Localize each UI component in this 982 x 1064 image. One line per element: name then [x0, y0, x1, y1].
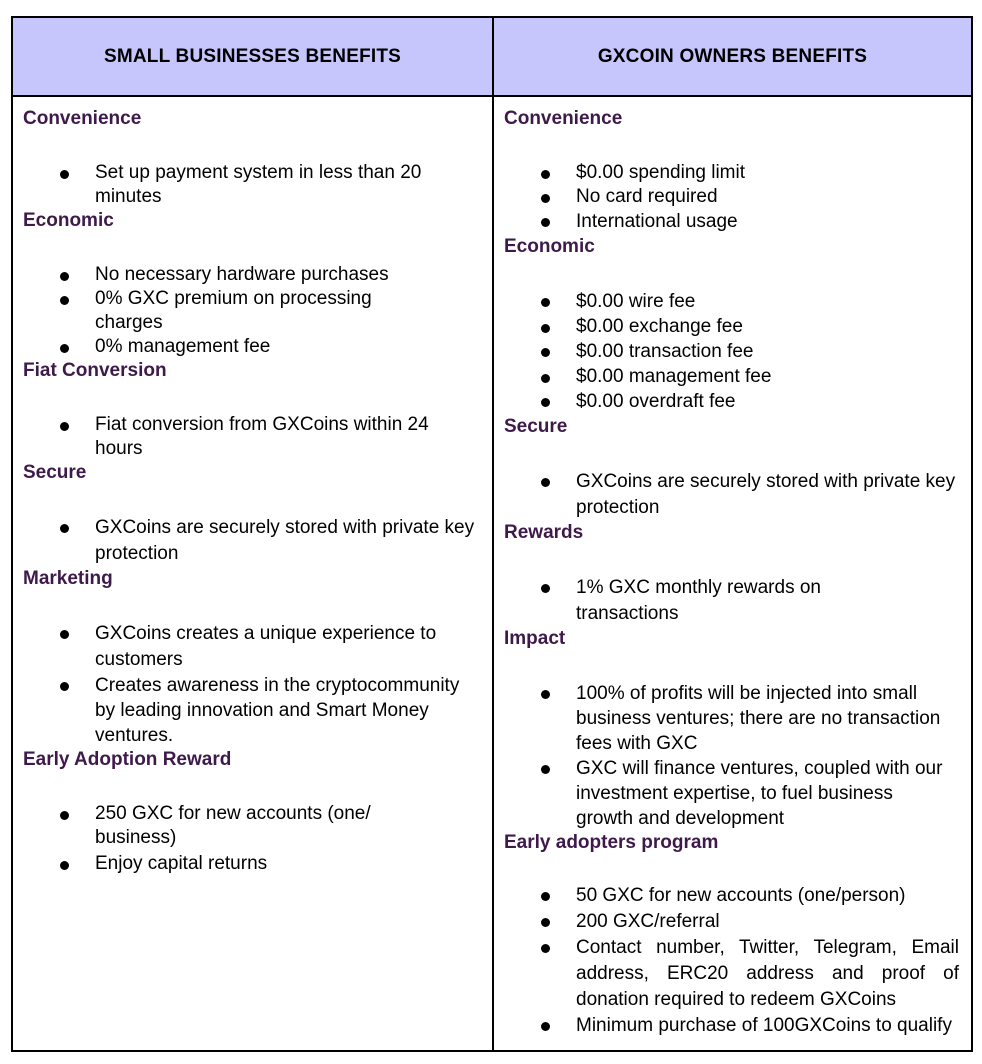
section-title: Impact — [504, 628, 566, 649]
list-item: $0.00 overdraft fee — [504, 389, 971, 415]
bullet-icon — [60, 272, 69, 281]
bullet-icon — [541, 944, 550, 953]
bullet-list — [23, 802, 492, 876]
list-item: 50 GXC for new accounts (one/person) — [504, 883, 971, 909]
section-secure — [23, 461, 492, 567]
bullet-icon — [60, 296, 69, 305]
list-item: Contact number, Twitter, Telegram, Email address, ERC20 address and proof of donation required to redeem GXCoins — [504, 935, 971, 1013]
list-item: $0.00 wire fee — [504, 289, 971, 315]
section-title: Secure — [504, 416, 568, 437]
bullet-icon — [60, 630, 69, 639]
bullet-icon — [541, 398, 550, 407]
list-item: 250 GXC for new accounts (one/ business) — [23, 802, 492, 850]
section-title: Economic — [23, 210, 114, 231]
benefits-table — [11, 16, 973, 1052]
section-rewards — [504, 521, 971, 627]
list-item: No card required — [504, 185, 971, 209]
list-item: Enjoy capital returns — [23, 852, 492, 876]
bullet-icon — [541, 584, 550, 593]
section-convenience — [23, 107, 492, 209]
bullet-list — [23, 263, 492, 359]
list-item: Set up payment system in less than 20 minutes — [23, 161, 492, 209]
bullet-list — [23, 621, 492, 748]
list-item: 0% management fee — [23, 335, 492, 359]
list-item: Fiat conversion from GXCoins within 24 hours — [23, 413, 492, 461]
column-header: GXCOIN OWNERS BENEFITS — [494, 18, 971, 97]
column-header: SMALL BUSINESSES BENEFITS — [13, 18, 492, 97]
bullet-icon — [541, 892, 550, 901]
list-item: $0.00 spending limit — [504, 161, 971, 185]
bullet-icon — [541, 298, 550, 307]
list-item: $0.00 management fee — [504, 365, 971, 389]
bullet-icon — [60, 861, 69, 870]
list-item: 0% GXC premium on processing charges — [23, 287, 492, 335]
list-item: $0.00 exchange fee — [504, 315, 971, 339]
bullet-icon — [60, 524, 69, 533]
section-secure — [504, 415, 971, 521]
bullet-icon — [541, 170, 550, 179]
bullet-icon — [541, 1022, 550, 1031]
bullet-icon — [541, 218, 550, 227]
bullet-icon — [541, 374, 550, 383]
section-fiat-conversion — [23, 359, 492, 461]
section-impact — [504, 627, 971, 831]
bullet-list — [504, 883, 971, 1039]
bullet-icon — [541, 348, 550, 357]
bullet-icon — [60, 422, 69, 431]
bullet-list — [504, 289, 971, 415]
bullet-icon — [541, 765, 550, 774]
section-title: Rewards — [504, 522, 584, 543]
list-item: $0.00 transaction fee — [504, 339, 971, 365]
section-title: Economic — [504, 236, 595, 257]
section-title: Convenience — [504, 108, 623, 129]
section-economic — [23, 209, 492, 359]
list-item: GXCoins are securely stored with private key protection — [504, 469, 971, 521]
list-item: 1% GXC monthly rewards on transactions — [504, 575, 971, 627]
section-early-adopters-program — [504, 831, 971, 1039]
list-item: GXCoins are securely stored with private key protection — [23, 515, 492, 567]
bullet-icon — [541, 918, 550, 927]
section-convenience — [504, 107, 971, 235]
section-title: Early Adoption Reward — [23, 749, 232, 770]
section-title: Convenience — [23, 108, 142, 129]
section-marketing — [23, 567, 492, 748]
section-title: Early adopters program — [504, 832, 719, 853]
list-item: 200 GXC/referral — [504, 909, 971, 935]
small-businesses-column — [13, 18, 494, 1050]
bullet-icon — [541, 324, 550, 333]
bullet-list — [504, 469, 971, 521]
bullet-list — [504, 575, 971, 627]
section-economic — [504, 235, 971, 415]
section-title: Secure — [23, 462, 87, 483]
section-title: Fiat Conversion — [23, 360, 167, 381]
list-item: 100% of profits will be injected into small business ventures; there are no transaction fees with GXC — [504, 681, 971, 756]
section-early-adoption-reward — [23, 748, 492, 876]
list-item: GXCoins creates a unique experience to customers — [23, 621, 492, 673]
list-item: Minimum purchase of 100GXCoins to qualify — [504, 1013, 971, 1039]
bullet-icon — [60, 682, 69, 691]
column-body — [494, 97, 971, 1039]
bullet-icon — [541, 478, 550, 487]
list-item: GXC will finance ventures, coupled with our investment expertise, to fuel business growth and development — [504, 756, 971, 831]
column-body — [13, 97, 492, 876]
section-title: Marketing — [23, 568, 113, 589]
bullet-list — [23, 515, 492, 567]
list-item: No necessary hardware purchases — [23, 263, 492, 287]
gxcoin-owners-column — [494, 18, 971, 1050]
bullet-list — [504, 161, 971, 235]
bullet-list — [23, 413, 492, 461]
bullet-icon — [541, 194, 550, 203]
bullet-icon — [60, 170, 69, 179]
list-item: Creates awareness in the cryptocommunity by leading innovation and Smart Money ventures. — [23, 673, 492, 748]
list-item: International usage — [504, 209, 971, 235]
bullet-icon — [541, 690, 550, 699]
bullet-list — [504, 681, 971, 831]
bullet-list — [23, 161, 492, 209]
bullet-icon — [60, 344, 69, 353]
bullet-icon — [60, 811, 69, 820]
